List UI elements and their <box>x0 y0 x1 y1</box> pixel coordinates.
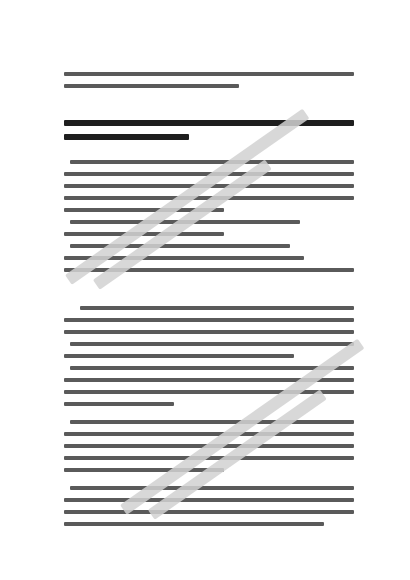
text-line <box>64 498 354 502</box>
text-line <box>70 486 354 490</box>
text-line <box>64 456 354 460</box>
text-line <box>64 208 224 212</box>
text-line <box>64 432 354 436</box>
text-line <box>64 256 304 260</box>
text-line <box>80 306 354 310</box>
text-line <box>64 196 354 200</box>
text-line <box>70 160 354 164</box>
text-line <box>64 172 354 176</box>
heading-line <box>64 120 354 126</box>
text-line <box>64 468 224 472</box>
text-line <box>64 510 354 514</box>
text-line <box>64 402 174 406</box>
text-line <box>70 366 354 370</box>
text-line <box>64 232 224 236</box>
text-line <box>64 354 294 358</box>
text-line <box>64 444 354 448</box>
text-line <box>70 420 354 424</box>
text-line <box>64 268 354 272</box>
text-line <box>64 84 239 88</box>
text-line <box>64 522 324 526</box>
text-line <box>70 342 354 346</box>
text-line <box>70 244 290 248</box>
text-line <box>64 72 354 76</box>
text-line <box>64 390 354 394</box>
text-line <box>70 220 300 224</box>
text-line <box>64 330 354 334</box>
text-line <box>64 378 354 382</box>
heading-line <box>64 134 189 140</box>
text-line <box>64 184 354 188</box>
text-line <box>64 318 354 322</box>
